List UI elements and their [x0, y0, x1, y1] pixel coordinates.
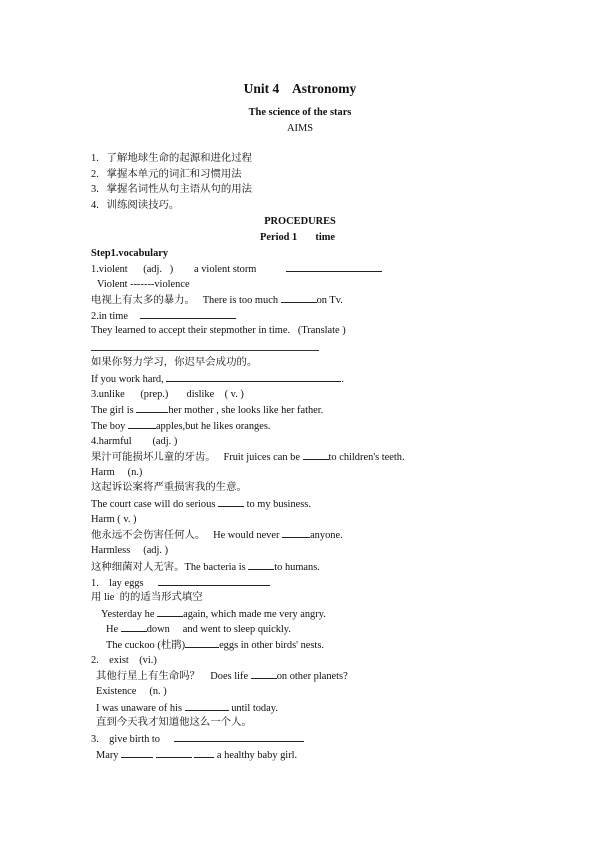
step-heading: Step1.vocabulary	[91, 248, 169, 259]
answer-blank[interactable]	[286, 262, 382, 272]
vocab-line: The girl is her mother , she looks like her father.	[91, 405, 324, 416]
answer-blank[interactable]	[251, 669, 277, 679]
answer-line[interactable]	[91, 350, 319, 351]
answer-blank[interactable]	[194, 748, 214, 758]
answer-blank[interactable]	[140, 309, 236, 319]
aim-item: 1. 了解地球生命的起源和进化过程	[91, 153, 253, 164]
subtitle: The science of the stars	[248, 107, 352, 118]
answer-blank[interactable]	[282, 528, 310, 538]
answer-blank[interactable]	[218, 497, 244, 507]
vocab-line: If you work hard, .	[91, 374, 344, 385]
vocab-line: Existence (n. )	[96, 686, 167, 697]
answer-blank[interactable]	[158, 576, 270, 586]
vocab-line: 直到今天我才知道他这么一个人。	[96, 717, 252, 728]
vocab-line: They learned to accept their stepmother in time. (Translate )	[91, 325, 346, 336]
vocab-line: 这起诉讼案将严重损害我的生意。	[91, 482, 247, 493]
period-line: Period 1 time	[260, 232, 336, 243]
vocab-line: 2. exist (vi.)	[91, 655, 157, 666]
answer-blank[interactable]	[185, 638, 219, 648]
vocab-line: Violent -------violence	[97, 279, 190, 290]
answer-blank[interactable]	[248, 560, 274, 570]
aim-item: 2. 掌握本单元的词汇和习惯用法	[91, 169, 242, 180]
answer-blank[interactable]	[185, 701, 229, 711]
answer-blank[interactable]	[121, 622, 147, 632]
aims-heading: AIMS	[287, 123, 313, 134]
vocab-line: 果汁可能损坏儿童的牙齿。 Fruit juices can be to children's teeth.	[91, 452, 405, 463]
vocab-line: 4.harmful (adj. )	[91, 436, 178, 447]
vocab-line: 电视上有太多的暴力。 There is too much on Tv.	[91, 295, 343, 306]
answer-blank[interactable]	[166, 372, 341, 382]
vocab-line: Harm (n.)	[91, 467, 143, 478]
vocab-line: 这种细菌对人无害。The bacteria is to humans.	[91, 562, 320, 573]
answer-blank[interactable]	[157, 607, 183, 617]
vocab-line: 3. give birth to	[91, 732, 304, 746]
answer-blank[interactable]	[128, 419, 156, 429]
vocab-line: 3.unlike (prep.) dislike ( v. )	[91, 389, 244, 400]
unit-title: Unit 4 Astronomy	[243, 81, 357, 96]
vocab-line: I was unaware of his until today.	[96, 703, 278, 714]
vocab-line: 1. lay eggs	[91, 576, 270, 590]
answer-blank[interactable]	[303, 450, 329, 460]
vocab-line: 2.in time	[91, 309, 236, 323]
vocab-line: 如果你努力学习，你迟早会成功的。	[91, 357, 258, 368]
answer-blank[interactable]	[156, 748, 192, 758]
answer-blank[interactable]	[174, 732, 304, 742]
vocab-line: The cuckoo (杜鹃) eggs in other birds' nests.	[106, 640, 324, 651]
answer-blank[interactable]	[136, 403, 168, 413]
vocab-line: 他永远不会伤害任何人。 He would never anyone.	[91, 530, 343, 541]
procedures-heading: PROCEDURES	[264, 216, 336, 227]
vocab-line: Yesterday he again, which made me very angry.	[101, 609, 326, 620]
aim-item: 3. 掌握名词性从句主语从句的用法	[91, 184, 253, 195]
aim-item: 4. 训练阅读技巧。	[91, 200, 180, 211]
vocab-line: 用 lie 的的适当形式填空	[91, 592, 203, 603]
vocab-line: 1.violent (adj. ) a violent storm	[91, 262, 382, 276]
vocab-line: Harmless (adj. )	[91, 545, 169, 556]
vocab-line: He down and went to sleep quickly.	[106, 624, 291, 635]
vocab-line: Mary a healthy baby girl.	[96, 750, 298, 761]
answer-blank[interactable]	[281, 293, 317, 303]
vocab-line: Harm ( v. )	[91, 514, 137, 525]
vocab-line: The boy apples,but he likes oranges.	[91, 421, 271, 432]
answer-blank[interactable]	[121, 748, 153, 758]
vocab-line: 其他行星上有生命吗？ Does life on other planets?	[96, 671, 348, 682]
vocab-line: The court case will do serious to my business.	[91, 499, 311, 510]
